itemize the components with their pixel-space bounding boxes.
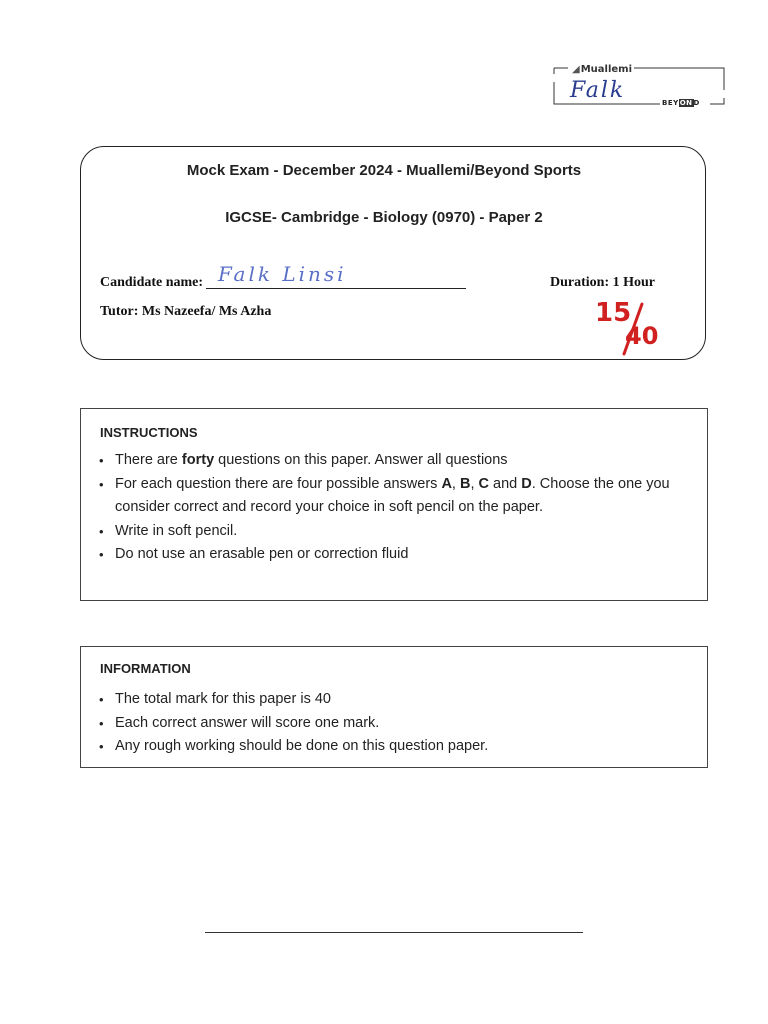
list-item: • Do not use an erasable pen or correction fluid [99,543,689,567]
instructions-list [99,449,689,567]
exam-subtitle: IGCSE- Cambridge - Biology (0970) - Paper 2 [225,209,543,226]
tutor-label: Tutor: Ms Nazeefa/ Ms Azha [100,304,272,319]
information-panel [80,646,708,768]
candidate-name-label: Candidate name: [100,275,204,290]
instructions-title: INSTRUCTIONS [100,425,198,440]
instructions-panel [80,408,708,601]
list-item: • Any rough working should be done on this question paper. [99,735,689,759]
candidate-name-handwritten: Falk Linsi [218,262,347,286]
information-title: INFORMATION [100,661,191,676]
brand-name: Muallemi [580,64,633,75]
list-item: • Each correct answer will score one mark. [99,712,689,736]
footer-line [205,932,583,933]
list-item: • For each question there are four possible answers A, B, C and D. Choose the one you consider correct and record your choice in soft pencil on the paper. [99,473,689,520]
duration-label: Duration: 1 Hour [550,275,655,290]
logo-box [552,62,726,110]
handwritten-signature: Falk [570,78,626,103]
score-total: 40 [625,322,659,350]
candidate-name-line [206,288,466,289]
list-item: • There are forty questions on this paper. Answer all questions [99,449,689,473]
information-list [99,688,689,759]
muallemi-mark-icon: ◢ [572,64,580,75]
muallemi-logo [570,64,634,75]
exam-title: Mock Exam - December 2024 - Muallemi/Beyond Sports [186,162,582,179]
beyond-logo: BEYOND [662,99,700,107]
list-item: • The total mark for this paper is 40 [99,688,689,712]
list-item: • Write in soft pencil. [99,520,689,544]
score-value: 15 [595,298,632,328]
